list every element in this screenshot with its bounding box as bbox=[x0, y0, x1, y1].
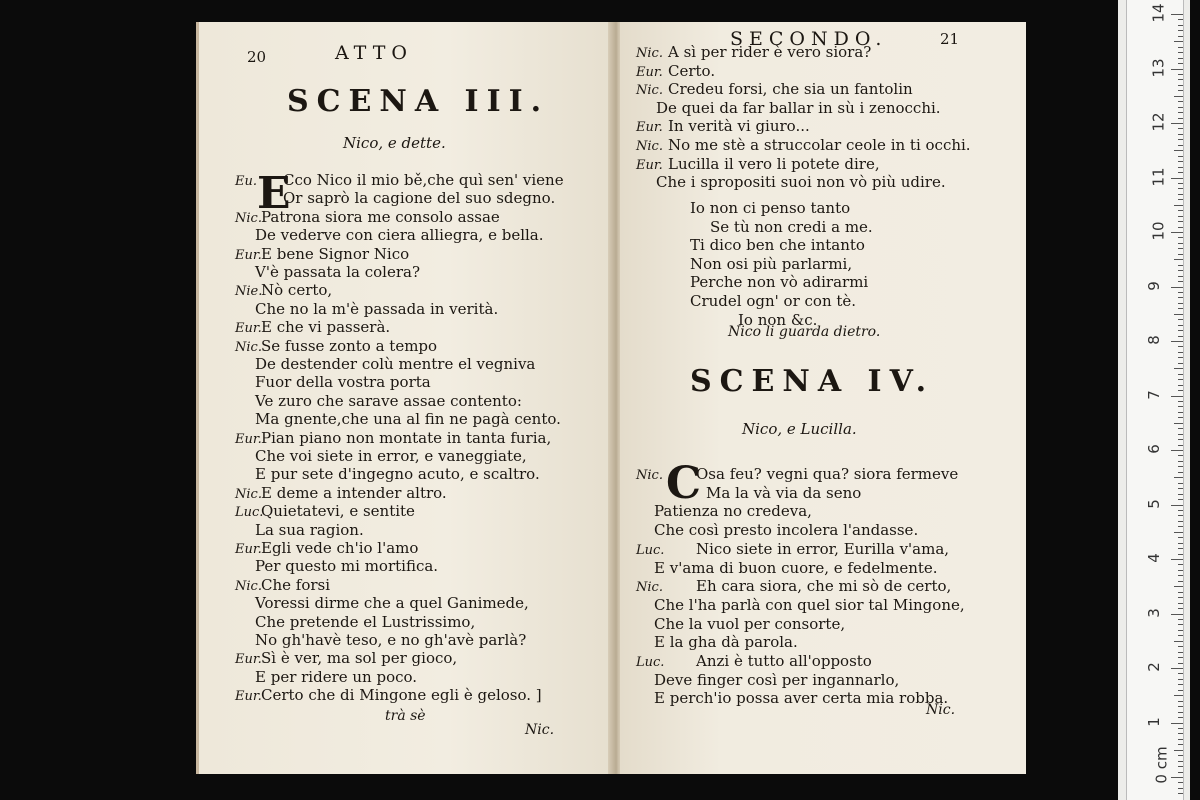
ruler-tick bbox=[1178, 292, 1183, 293]
ruler-tick bbox=[1178, 652, 1183, 653]
ruler-tick bbox=[1178, 728, 1183, 729]
ruler-tick bbox=[1178, 597, 1183, 598]
text-line: Egli vede ch'io l'amo bbox=[261, 539, 419, 557]
ruler-tick bbox=[1178, 58, 1183, 59]
ruler-tick bbox=[1178, 161, 1183, 162]
ruler-number: 5 bbox=[1144, 498, 1163, 509]
running-head-right: SECONDO. bbox=[730, 28, 888, 50]
ruler-tick bbox=[1171, 668, 1183, 669]
ruler-tick bbox=[1178, 488, 1183, 489]
speaker-label: Luc. bbox=[636, 542, 665, 558]
left-page bbox=[196, 22, 614, 774]
ruler-tick bbox=[1178, 684, 1183, 685]
ruler-tick bbox=[1178, 254, 1183, 255]
ruler-tick bbox=[1178, 499, 1183, 500]
song-line: Non osi più parlarmi, bbox=[690, 254, 853, 273]
text-line: Nico siete in error, Eurilla v'ama, bbox=[696, 539, 950, 558]
ruler-tick bbox=[1178, 673, 1183, 674]
ruler-tick bbox=[1178, 712, 1183, 713]
text-line: Che forsi bbox=[261, 575, 331, 594]
ruler-tick bbox=[1178, 526, 1183, 527]
ruler-tick bbox=[1174, 205, 1183, 206]
text-line: E per ridere un poco. bbox=[255, 667, 418, 686]
speaker-label: Eur. bbox=[235, 652, 262, 668]
page-number-right: 21 bbox=[940, 30, 960, 48]
ruler-number: 6 bbox=[1144, 444, 1163, 454]
ruler-tick bbox=[1178, 412, 1183, 413]
ruler-tick bbox=[1178, 592, 1183, 593]
ruler-tick bbox=[1178, 663, 1183, 664]
text-line: Patrona siora me consolo assae bbox=[261, 207, 500, 226]
ruler-tick bbox=[1178, 434, 1183, 435]
ruler-tick bbox=[1178, 281, 1183, 282]
ruler-tick bbox=[1178, 575, 1183, 576]
text-line: Eh cara siora, che mi sò de certo, bbox=[696, 577, 952, 596]
ruler-number: 1 bbox=[1144, 716, 1163, 727]
song-line: Io non ci penso tanto bbox=[690, 199, 851, 217]
ruler-number: 4 bbox=[1144, 553, 1163, 563]
text-line: E pur sete d'ingegno acuto, e scaltro. bbox=[255, 465, 540, 484]
ruler-tick bbox=[1174, 259, 1183, 260]
ruler-tick bbox=[1178, 717, 1183, 718]
catchword-left: Nic. bbox=[525, 722, 555, 738]
text-line: Credeu forsi, che sia un fantolin bbox=[668, 80, 913, 99]
ruler-tick bbox=[1171, 777, 1183, 778]
ruler-tick bbox=[1178, 428, 1183, 429]
ruler-tick bbox=[1178, 276, 1183, 277]
ruler-tick bbox=[1174, 695, 1183, 696]
ruler-tick bbox=[1178, 635, 1183, 636]
text-line: Certo. bbox=[668, 61, 716, 80]
text-line: Sì è ver, ma sol per gioco, bbox=[261, 649, 458, 668]
ruler-tick bbox=[1178, 657, 1183, 658]
scene-characters-right: Nico, e Lucilla. bbox=[742, 420, 857, 438]
song-line: Se tù non credi a me. bbox=[710, 217, 873, 236]
ruler-tick bbox=[1178, 483, 1183, 484]
ruler-tick bbox=[1178, 30, 1183, 31]
text-line: A sì per rider è vero siora? bbox=[668, 43, 872, 61]
ruler-tick bbox=[1174, 150, 1183, 151]
text-line: Cco Nico il mio bě,che quì sen' viene bbox=[283, 171, 564, 189]
text-line: Che pretende el Lustrissimo, bbox=[255, 612, 476, 631]
right-page bbox=[620, 22, 1026, 774]
ruler-number: 11 bbox=[1149, 166, 1168, 187]
text-line: Voressi dirme che a quel Ganimede, bbox=[255, 594, 529, 613]
text-line: E deme a intender altro. bbox=[261, 483, 447, 502]
speaker-label: Eu. bbox=[235, 174, 257, 189]
ruler-tick bbox=[1178, 303, 1183, 304]
ruler-tick bbox=[1178, 401, 1183, 402]
text-line: No gh'havè teso, e no gh'avè parlà? bbox=[255, 631, 527, 649]
song-line: Crudel ogn' or con tè. bbox=[690, 292, 857, 310]
ruler-tick bbox=[1171, 14, 1183, 15]
ruler-tick bbox=[1171, 723, 1183, 724]
speaker-label: Eur. bbox=[235, 689, 262, 705]
ruler-tick bbox=[1171, 123, 1183, 124]
speaker-label: Nic. bbox=[235, 578, 262, 594]
text-line: Anzi è tutto all'opposto bbox=[696, 652, 872, 670]
ruler-tick bbox=[1178, 739, 1183, 740]
text-line: Certo che di Mingone egli è geloso. ] bbox=[261, 686, 542, 705]
text-line: Che voi siete in error, e vaneggiate, bbox=[255, 447, 527, 465]
stage-direction-left: trà sè bbox=[385, 708, 426, 724]
ruler-tick bbox=[1174, 314, 1183, 315]
text-line: Nò certo, bbox=[261, 281, 333, 300]
ruler-number: 13 bbox=[1149, 57, 1168, 78]
ruler-tick bbox=[1178, 36, 1183, 37]
ruler-tick bbox=[1178, 221, 1183, 222]
ruler-tick bbox=[1178, 374, 1183, 375]
ruler-tick bbox=[1178, 788, 1183, 789]
ruler-tick bbox=[1178, 336, 1183, 337]
song-line: Io non &c. bbox=[738, 310, 818, 329]
text-line: Che così presto incolera l'andasse. bbox=[654, 521, 919, 540]
speaker-label: Eur. bbox=[636, 64, 663, 80]
ruler-tick bbox=[1178, 510, 1183, 511]
drop-cap-c: C bbox=[666, 458, 702, 509]
scene-title-left: SCENA III. bbox=[287, 84, 550, 119]
speaker-label: Eur. bbox=[235, 431, 262, 447]
text-line: Ma gnente,che una al fin ne pagà cento. bbox=[255, 410, 561, 429]
page-number-left: 20 bbox=[247, 48, 267, 66]
ruler-tick bbox=[1171, 396, 1183, 397]
ruler-tick bbox=[1174, 368, 1183, 369]
text-line: Che i spropositi suoi non vò più udire. bbox=[656, 173, 946, 192]
ruler-tick bbox=[1174, 423, 1183, 424]
ruler-tick bbox=[1178, 357, 1183, 358]
ruler-number: 14 bbox=[1149, 3, 1168, 23]
ruler-tick bbox=[1178, 755, 1183, 756]
ruler-tick bbox=[1178, 188, 1183, 189]
ruler-tick bbox=[1178, 455, 1183, 456]
text-line: Patienza no credeva, bbox=[654, 502, 812, 521]
ruler-tick bbox=[1178, 237, 1183, 238]
ruler-tick bbox=[1178, 270, 1183, 271]
speaker-label: Eur. bbox=[235, 542, 262, 557]
ruler-tick bbox=[1178, 624, 1183, 625]
text-line: Per questo mi mortifica. bbox=[255, 557, 439, 576]
drop-cap-e: E bbox=[257, 168, 291, 219]
speaker-label: Nic. bbox=[636, 139, 663, 154]
ruler-tick bbox=[1171, 178, 1183, 179]
ruler-tick bbox=[1178, 346, 1183, 347]
ruler-tick bbox=[1178, 521, 1183, 522]
stage-direction-right: Nico li guarda dietro. bbox=[728, 324, 881, 340]
text-line: Quietatevi, e sentite bbox=[261, 502, 415, 521]
ruler-tick bbox=[1178, 581, 1183, 582]
ruler-tick bbox=[1178, 172, 1183, 173]
ruler-tick bbox=[1171, 69, 1183, 70]
ruler-tick bbox=[1178, 690, 1183, 691]
ruler-tick bbox=[1171, 232, 1183, 233]
ruler-number: 10 bbox=[1149, 221, 1168, 241]
ruler-tick bbox=[1178, 619, 1183, 620]
text-line: Fuor della vostra porta bbox=[255, 373, 431, 392]
ruler-tick bbox=[1178, 85, 1183, 86]
ruler-tick bbox=[1178, 701, 1183, 702]
ruler-tick bbox=[1178, 608, 1183, 609]
ruler-tick bbox=[1178, 472, 1183, 473]
text-line: Che no la m'è passada in verità. bbox=[255, 299, 499, 318]
ruler-tick bbox=[1178, 679, 1183, 680]
ruler-tick bbox=[1178, 793, 1183, 794]
text-line: E bene Signor Nico bbox=[261, 244, 410, 263]
ruler-tick bbox=[1178, 128, 1183, 129]
ruler-tick bbox=[1171, 450, 1183, 451]
ruler-tick bbox=[1178, 537, 1183, 538]
ruler-tick bbox=[1178, 494, 1183, 495]
ruler-number: 9 bbox=[1144, 280, 1163, 291]
speaker-label: Nic. bbox=[636, 46, 663, 61]
ruler-tick bbox=[1178, 19, 1183, 20]
text-line: Lucilla il vero li potete dire, bbox=[668, 154, 880, 173]
measurement-ruler bbox=[1118, 0, 1190, 800]
ruler-tick bbox=[1178, 761, 1183, 762]
ruler-tick bbox=[1174, 641, 1183, 642]
ruler-tick bbox=[1178, 156, 1183, 157]
ruler-unit: 0 cm bbox=[1152, 746, 1171, 784]
text-line: Che la vuol per consorte, bbox=[654, 614, 846, 633]
ruler-tick bbox=[1178, 63, 1183, 64]
ruler-tick bbox=[1178, 706, 1183, 707]
ruler-tick bbox=[1171, 341, 1183, 342]
ruler-tick bbox=[1178, 248, 1183, 249]
ruler-tick bbox=[1178, 466, 1183, 467]
ruler-tick bbox=[1178, 79, 1183, 80]
catchword-right: Nic. bbox=[926, 702, 956, 718]
speaker-label: Nic. bbox=[636, 83, 663, 99]
speaker-label: Luc. bbox=[636, 655, 665, 670]
book-spread bbox=[196, 22, 1026, 774]
ruler-tick bbox=[1178, 554, 1183, 555]
ruler-tick bbox=[1178, 52, 1183, 53]
ruler-tick bbox=[1178, 733, 1183, 734]
text-line: In verità vi giuro... bbox=[668, 117, 810, 136]
ruler-tick bbox=[1171, 505, 1183, 506]
ruler-tick bbox=[1178, 570, 1183, 571]
ruler-tick bbox=[1178, 772, 1183, 773]
speaker-label: Eur. bbox=[636, 157, 663, 173]
ruler-tick bbox=[1178, 319, 1183, 320]
ruler-number: 7 bbox=[1144, 389, 1163, 400]
ruler-tick bbox=[1178, 385, 1183, 386]
ruler-tick bbox=[1178, 118, 1183, 119]
scene-title-right: SCENA IV. bbox=[690, 364, 935, 399]
running-head-left: ATTO bbox=[335, 42, 413, 64]
speaker-label: Eur. bbox=[235, 321, 262, 337]
text-line: Che l'ha parlà con quel sior tal Mingone, bbox=[654, 595, 965, 614]
ruler-tick bbox=[1178, 352, 1183, 353]
text-line: E v'ama di buon cuore, e fedelmente. bbox=[654, 558, 938, 577]
ruler-tick bbox=[1178, 134, 1183, 135]
text-line: De destender colù mentre el vegniva bbox=[255, 355, 536, 373]
speaker-label: Luc. bbox=[235, 505, 264, 521]
ruler-tick bbox=[1178, 782, 1183, 783]
ruler-tick bbox=[1171, 559, 1183, 560]
ruler-tick bbox=[1178, 265, 1183, 266]
ruler-tick bbox=[1178, 406, 1183, 407]
speaker-label: Nic. bbox=[235, 210, 262, 226]
ruler-tick bbox=[1178, 439, 1183, 440]
ruler-tick bbox=[1178, 216, 1183, 217]
text-line: De vederve con ciera alliegra, e bella. bbox=[255, 226, 544, 245]
ruler-number: 12 bbox=[1149, 112, 1168, 132]
speaker-label: Eur. bbox=[235, 247, 262, 263]
speaker-label: Nic. bbox=[235, 486, 262, 502]
ruler-tick bbox=[1178, 603, 1183, 604]
ruler-tick bbox=[1174, 41, 1183, 42]
ruler-tick bbox=[1178, 101, 1183, 102]
ruler-tick bbox=[1178, 417, 1183, 418]
text-line: E la gha dà parola. bbox=[654, 633, 798, 652]
text-line: Ve zuro che sarave assae contento: bbox=[255, 391, 522, 410]
ruler-tick bbox=[1178, 379, 1183, 380]
ruler-tick bbox=[1178, 183, 1183, 184]
ruler-tick bbox=[1171, 287, 1183, 288]
ruler-tick bbox=[1178, 25, 1183, 26]
ruler-tick bbox=[1178, 744, 1183, 745]
ruler-tick bbox=[1178, 199, 1183, 200]
ruler-tick bbox=[1178, 543, 1183, 544]
ruler-tick bbox=[1178, 47, 1183, 48]
ruler-tick bbox=[1174, 750, 1183, 751]
ruler-tick bbox=[1178, 564, 1183, 565]
ruler-tick bbox=[1178, 646, 1183, 647]
ruler-number: 3 bbox=[1144, 607, 1163, 618]
speaker-label: Nic. bbox=[636, 468, 663, 483]
ruler-tick bbox=[1178, 145, 1183, 146]
ruler-tick bbox=[1178, 74, 1183, 75]
ruler-tick bbox=[1178, 90, 1183, 91]
speaker-label: Nic. bbox=[636, 580, 663, 596]
ruler-scale bbox=[1126, 0, 1184, 800]
song-line: Ti dico ben che intanto bbox=[690, 236, 865, 255]
ruler-tick bbox=[1174, 477, 1183, 478]
ruler-number: 2 bbox=[1144, 662, 1163, 672]
ruler-tick bbox=[1171, 614, 1183, 615]
ruler-tick bbox=[1178, 766, 1183, 767]
text-line: Or saprò la cagione del suo sdegno. bbox=[283, 189, 556, 208]
ruler-tick bbox=[1178, 227, 1183, 228]
ruler-tick bbox=[1178, 461, 1183, 462]
ruler-tick bbox=[1178, 630, 1183, 631]
text-line: No me stè a struccolar ceole in ti occhi. bbox=[668, 136, 971, 154]
ruler-tick bbox=[1178, 297, 1183, 298]
ruler-tick bbox=[1178, 112, 1183, 113]
text-line: E perch'io possa aver certa mia robba. bbox=[654, 689, 949, 708]
ruler-tick bbox=[1178, 390, 1183, 391]
ruler-tick bbox=[1178, 548, 1183, 549]
ruler-tick bbox=[1174, 96, 1183, 97]
ruler-tick bbox=[1178, 445, 1183, 446]
ruler-number: 8 bbox=[1144, 335, 1163, 345]
text-line: Se fusse zonto a tempo bbox=[261, 336, 438, 355]
text-line: E che vi passerà. bbox=[261, 318, 391, 337]
text-line: Ma la và via da seno bbox=[706, 483, 862, 502]
ruler-tick bbox=[1178, 243, 1183, 244]
text-line: De quei da far ballar in sù i zenocchi. bbox=[656, 98, 941, 117]
ruler-tick bbox=[1178, 330, 1183, 331]
ruler-tick bbox=[1178, 139, 1183, 140]
ruler-tick bbox=[1178, 167, 1183, 168]
ruler-tick bbox=[1174, 586, 1183, 587]
ruler-tick bbox=[1178, 194, 1183, 195]
text-line: Pian piano non montate in tanta furia, bbox=[261, 428, 552, 447]
speaker-label: Eur. bbox=[636, 120, 663, 136]
ruler-tick bbox=[1178, 515, 1183, 516]
ruler-tick bbox=[1174, 532, 1183, 533]
ruler-tick bbox=[1178, 210, 1183, 211]
speaker-label: Nie. bbox=[235, 284, 263, 300]
ruler-tick bbox=[1178, 325, 1183, 326]
text-line: V'è passata la colera? bbox=[255, 263, 420, 281]
text-line: Deve finger così per ingannarlo, bbox=[654, 670, 900, 689]
song-line: Perche non vò adirarmi bbox=[690, 273, 869, 292]
text-line: Osa feu? vegni qua? siora fermeve bbox=[696, 465, 959, 483]
speaker-label: Nic. bbox=[235, 339, 262, 355]
text-line: La sua ragion. bbox=[255, 520, 364, 539]
ruler-tick bbox=[1178, 107, 1183, 108]
scene-characters-left: Nico, e dette. bbox=[343, 134, 446, 152]
ruler-tick bbox=[1178, 363, 1183, 364]
ruler-tick bbox=[1178, 308, 1183, 309]
